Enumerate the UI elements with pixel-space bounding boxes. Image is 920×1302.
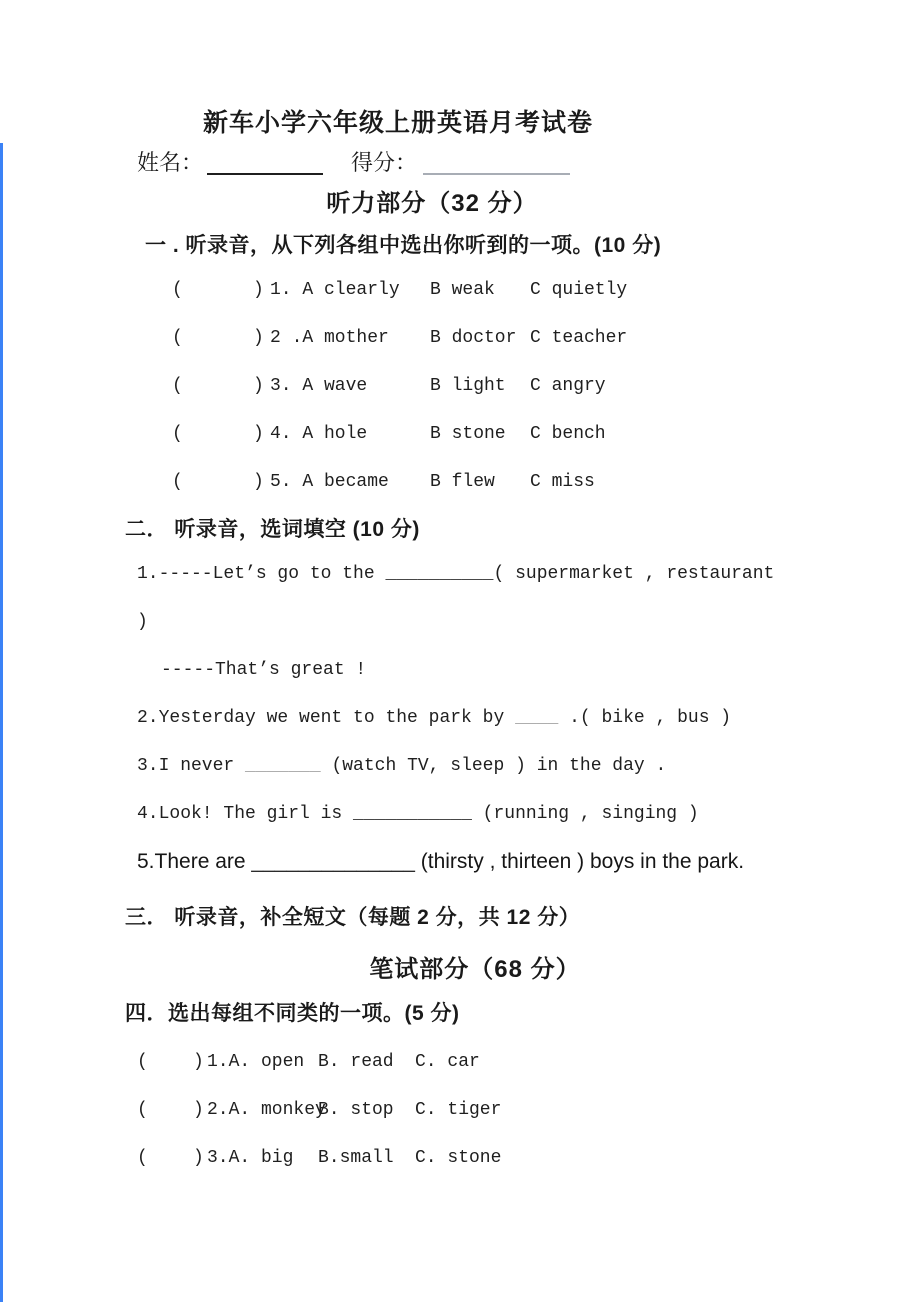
answer-option-row bbox=[0, 322, 920, 354]
answer-option-row bbox=[0, 466, 920, 498]
left-margin-guide-line bbox=[0, 143, 3, 1302]
answer-paren-close[interactable]: ) bbox=[193, 1052, 204, 1072]
fill-sentence bbox=[137, 846, 920, 878]
page-title: 新车小学六年级上册英语月考试卷 bbox=[202, 109, 593, 137]
option-label: 4. A hole bbox=[270, 424, 368, 444]
answer-paren-open[interactable]: ( bbox=[172, 424, 183, 444]
sentence-choices: ( supermarket , restaurant bbox=[493, 564, 775, 584]
answer-paren-open[interactable]: ( bbox=[172, 472, 183, 492]
option-c: C. tiger bbox=[415, 1100, 502, 1120]
answer-paren-open[interactable]: ( bbox=[137, 1052, 148, 1072]
sentence-text: 5.There are bbox=[137, 850, 252, 873]
answer-blank-field[interactable]: ______________ bbox=[251, 850, 415, 873]
sentence-text: 1.-----Let’s go to the bbox=[137, 564, 386, 584]
fill-sentence bbox=[137, 798, 920, 830]
answer-paren-open[interactable]: ( bbox=[172, 376, 183, 396]
sentence-text: ) bbox=[137, 612, 148, 632]
option-b: B weak bbox=[430, 280, 495, 300]
option-c: C angry bbox=[530, 376, 606, 396]
part4-heading: 四．选出每组不同类的一项。(5 分) bbox=[125, 1002, 460, 1025]
answer-paren-close[interactable]: ) bbox=[253, 376, 264, 396]
sentence-text: 4.Look! The girl is bbox=[137, 804, 354, 824]
option-b: B. read bbox=[318, 1052, 394, 1072]
option-label: 2 .A mother bbox=[270, 328, 389, 348]
answer-option-row bbox=[0, 1046, 920, 1078]
sentence-choices: (thirsty , thirteen ) boys in the park. bbox=[414, 850, 745, 873]
option-c: C miss bbox=[530, 472, 595, 492]
option-b: B doctor bbox=[430, 328, 517, 348]
answer-paren-close[interactable]: ) bbox=[253, 472, 264, 492]
answer-blank-field[interactable]: __________ bbox=[385, 564, 494, 584]
name-label: 姓名： bbox=[137, 150, 204, 175]
sentence-text: -----That’s great ! bbox=[161, 660, 367, 680]
answer-paren-close[interactable]: ) bbox=[193, 1148, 204, 1168]
answer-blank-field[interactable]: ___________ bbox=[353, 804, 472, 824]
answer-paren-open[interactable]: ( bbox=[137, 1148, 148, 1168]
option-c: C teacher bbox=[530, 328, 628, 348]
option-b: B flew bbox=[430, 472, 495, 492]
answer-option-row bbox=[0, 418, 920, 450]
option-label: 1. A clearly bbox=[270, 280, 400, 300]
option-b: B.small bbox=[318, 1148, 394, 1168]
part1-heading: 一 . 听录音，从下列各组中选出你听到的一项。(10 分) bbox=[145, 234, 662, 257]
option-b: B light bbox=[430, 376, 506, 396]
answer-option-row bbox=[0, 274, 920, 306]
sentence-choices: .( bike , bus ) bbox=[558, 708, 732, 728]
option-c: C quietly bbox=[530, 280, 628, 300]
fill-sentence bbox=[137, 558, 920, 590]
option-c: C. stone bbox=[415, 1148, 502, 1168]
answer-paren-close[interactable]: ) bbox=[253, 280, 264, 300]
answer-blank-field[interactable]: _______ bbox=[245, 756, 321, 776]
part2-heading: 二． 听录音，选词填空 (10 分) bbox=[125, 518, 420, 541]
answer-paren-close[interactable]: ) bbox=[253, 328, 264, 348]
answer-option-row bbox=[0, 370, 920, 402]
part3-heading: 三． 听录音，补全短文（每题 2 分，共 12 分） bbox=[125, 906, 581, 929]
name-blank-field[interactable] bbox=[207, 149, 323, 175]
answer-paren-open[interactable]: ( bbox=[137, 1100, 148, 1120]
answer-paren-close[interactable]: ) bbox=[193, 1100, 204, 1120]
option-label: 5. A became bbox=[270, 472, 389, 492]
fill-sentence bbox=[137, 606, 920, 638]
answer-paren-open[interactable]: ( bbox=[172, 328, 183, 348]
option-label: 3. A wave bbox=[270, 376, 368, 396]
fill-sentence bbox=[137, 702, 920, 734]
option-label: 3.A. big bbox=[207, 1148, 294, 1168]
option-label: 2.A. monkey bbox=[207, 1100, 326, 1120]
answer-option-row bbox=[0, 1094, 920, 1126]
option-label: 1.A. open bbox=[207, 1052, 305, 1072]
score-label: 得分： bbox=[351, 150, 418, 175]
listening-section-banner: 听力部分（32 分） bbox=[326, 190, 538, 217]
answer-option-row bbox=[0, 1142, 920, 1174]
name-score-row bbox=[137, 147, 570, 177]
option-c: C bench bbox=[530, 424, 606, 444]
score-blank-field[interactable] bbox=[423, 149, 570, 175]
option-b: B stone bbox=[430, 424, 506, 444]
fill-sentence bbox=[161, 654, 920, 686]
sentence-choices: (running , singing ) bbox=[471, 804, 699, 824]
option-c: C. car bbox=[415, 1052, 480, 1072]
answer-blank-field[interactable]: ____ bbox=[515, 708, 559, 728]
answer-paren-close[interactable]: ) bbox=[253, 424, 264, 444]
fill-sentence bbox=[137, 750, 920, 782]
sentence-text: 2.Yesterday we went to the park by bbox=[137, 708, 516, 728]
sentence-text: 3.I never bbox=[137, 756, 246, 776]
answer-paren-open[interactable]: ( bbox=[172, 280, 183, 300]
sentence-choices: (watch TV, sleep ) in the day . bbox=[320, 756, 667, 776]
option-b: B. stop bbox=[318, 1100, 394, 1120]
written-section-banner: 笔试部分（68 分） bbox=[369, 956, 581, 983]
